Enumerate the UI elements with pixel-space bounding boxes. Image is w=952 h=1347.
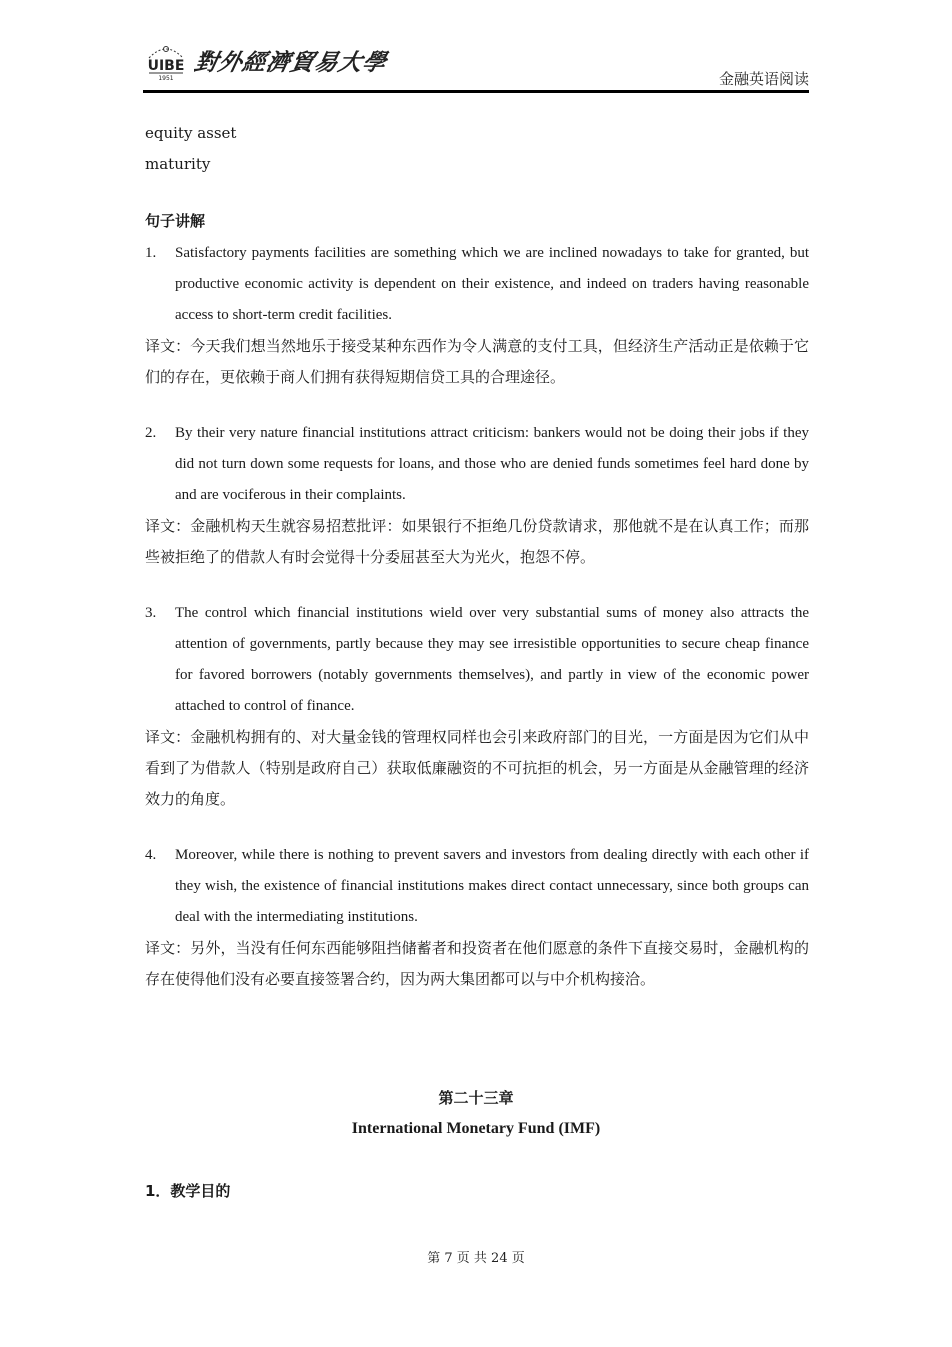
chapter-title-en: International Monetary Fund (IMF): [351, 1120, 601, 1137]
objective-heading: 1．教学目的: [145, 1182, 231, 1200]
chapter-title-cn: 第二十三章: [438, 1089, 514, 1107]
sentence-english-text: Satisfactory payments facilities are something which we are inclined nowadays to take for granted, but productive economic activity is dependent on their existence, and indeed on traders having reasonable access to short-term credit facilities.: [175, 245, 809, 323]
logo-text: UIBE: [147, 58, 185, 74]
sentence-translation: 译文：金融机构天生就容易招惹批评：如果银行不拒绝几份贷款请求，那他就不是在认真工作；而那些被拒绝了的借款人有时会觉得十分委屈甚至大为光火，抱怨不停。: [145, 517, 809, 566]
sentence-english: [145, 238, 809, 331]
sentence-item: [145, 598, 809, 815]
vocab-item: maturity: [145, 155, 211, 173]
sentence-english-text: Moreover, while there is nothing to prevent savers and investors from dealing directly with each other if they wish, the existence of financial institutions makes direct contact unnecessary, since both groups can deal with the intermediating institutions.: [175, 847, 809, 925]
sentence-number: 4.: [145, 847, 157, 863]
page-header: [143, 36, 809, 94]
sentence-translation: 译文：另外，当没有任何东西能够阻挡储蓄者和投资者在他们愿意的条件下直接交易时，金融机构的存在使得他们没有必要直接签署合约，因为两大集团都可以与中介机构接洽。: [145, 939, 809, 988]
sentence-english-text: By their very nature financial institutions attract criticism: bankers would not be doing their jobs if they did not turn down some requests for loans, and those who are denied funds sometimes feel hard done by and are vociferous in their complaints.: [175, 425, 809, 503]
chapter-heading: [143, 1085, 809, 1147]
sentence-number: 2.: [145, 425, 157, 441]
sentence-item: [145, 840, 809, 995]
logo-year: 1951: [158, 75, 174, 82]
university-seal-icon: [143, 42, 189, 82]
sentence-number: 1.: [145, 245, 157, 261]
sentence-english: [145, 840, 809, 933]
section-heading: 句子讲解: [145, 212, 206, 230]
sentence-translation: 译文：今天我们想当然地乐于接受某种东西作为令人满意的支付工具，但经济生产活动正是依赖于它们的存在，更依赖于商人们拥有获得短期信贷工具的合理途径。: [145, 337, 809, 386]
vocab-item: equity asset: [145, 124, 237, 142]
university-name: 對外經濟貿易大學: [191, 49, 390, 76]
sentence-english: [145, 598, 809, 722]
vocab-list: [145, 118, 809, 180]
sentence-english: [145, 418, 809, 511]
sentence-number: 3.: [145, 605, 157, 621]
header-divider: [143, 90, 809, 93]
sentence-english-text: The control which financial institutions wield over very substantial sums of money also attracts the attention of governments, partly because they may see irresistible opportunities to secure cheap finance for favored borrowers (notably governments themselves), and partly in view of the economic power attached to control of finance.: [175, 605, 809, 714]
sentence-item: [145, 238, 809, 393]
course-title: 金融英语阅读: [718, 70, 809, 88]
page-content: [145, 118, 809, 995]
page-footer: 第 7 页 共 24 页: [427, 1251, 525, 1266]
sentence-translation: 译文：金融机构拥有的、对大量金钱的管理权同样也会引来政府部门的目光，一方面是因为它们从中看到了为借款人（特别是政府自己）获取低廉融资的不可抗拒的机会，另一方面是从金融管理的经济效力的角度。: [145, 728, 809, 808]
sentence-item: [145, 418, 809, 573]
